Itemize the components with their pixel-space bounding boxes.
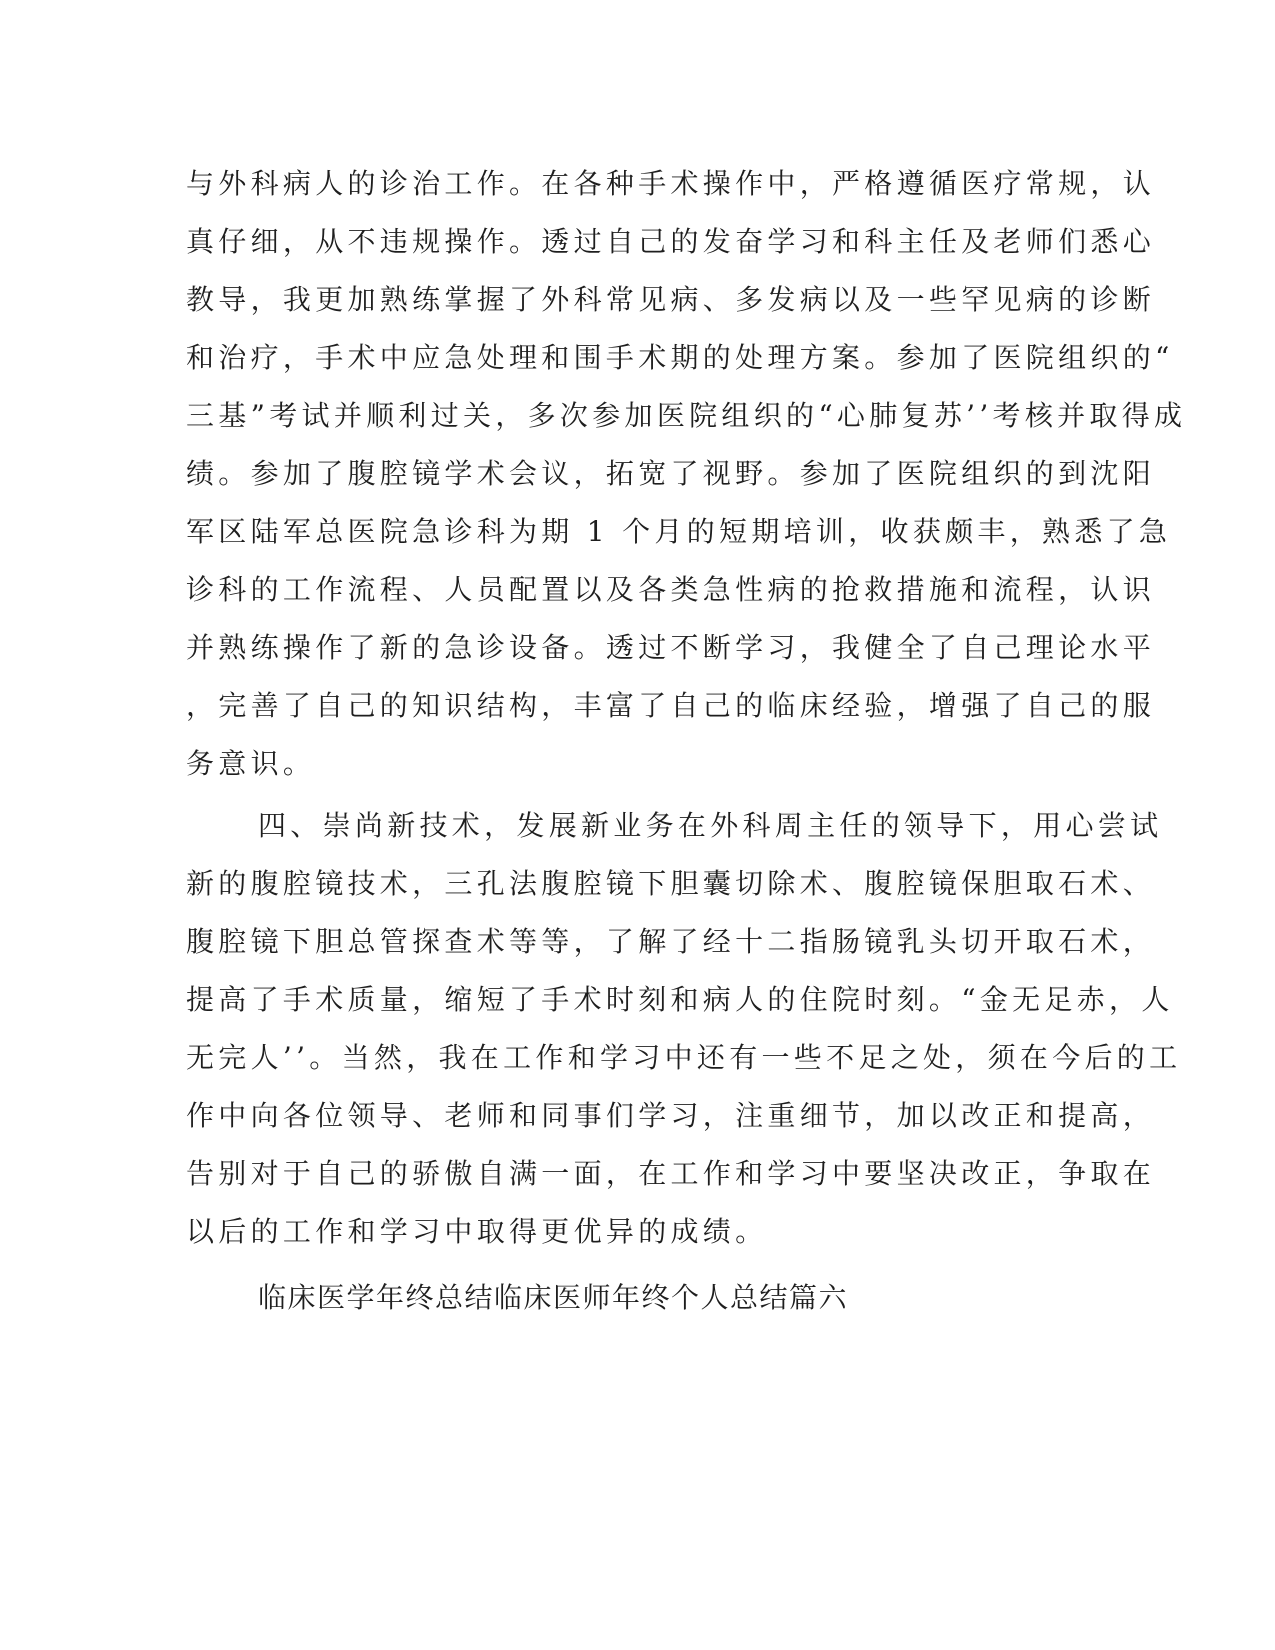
paragraph-1-line-7: 军区陆军总医院急诊科为期 1 个月的短期培训，收获颇丰，熟悉了急 — [186, 515, 1172, 548]
section-heading: 临床医学年终总结临床医师年终个人总结篇六 — [258, 1281, 849, 1314]
paragraph-1-line-3: 教导，我更加熟练掌握了外科常见病、多发病以及一些罕见病的诊断 — [186, 283, 1156, 316]
paragraph-2-line-8: 以后的工作和学习中取得更优异的成绩。 — [186, 1215, 768, 1248]
paragraph-1-line-5: 三基”考试并顺利过关，多次参加医院组织的“心肺复苏’’考核并取得成 — [186, 399, 1187, 432]
paragraph-1-line-2: 真仔细，从不违规操作。透过自己的发奋学习和科主任及老师们悉心 — [186, 225, 1156, 258]
paragraph-1-line-8: 诊科的工作流程、人员配置以及各类急性病的抢救措施和流程，认识 — [186, 573, 1156, 606]
paragraph-2-line-4: 提高了手术质量，缩短了手术时刻和病人的住院时刻。“金无足赤，人 — [186, 983, 1174, 1016]
paragraph-2-line-6: 作中向各位领导、老师和同事们学习，注重细节，加以改正和提高， — [186, 1099, 1156, 1132]
paragraph-1-line-11: 务意识。 — [186, 747, 316, 780]
paragraph-2-line-3: 腹腔镜下胆总管探查术等等，了解了经十二指肠镜乳头切开取石术， — [186, 925, 1156, 958]
paragraph-1-line-9: 并熟练操作了新的急诊设备。透过不断学习，我健全了自己理论水平 — [186, 631, 1156, 664]
paragraph-2-line-5: 无完人’’。当然，我在工作和学习中还有一些不足之处，须在今后的工 — [186, 1041, 1182, 1074]
paragraph-2-line-7: 告别对于自己的骄傲自满一面，在工作和学习中要坚决改正，争取在 — [186, 1157, 1156, 1190]
paragraph-2-line-2: 新的腹腔镜技术，三孔法腹腔镜下胆囊切除术、腹腔镜保胆取石术、 — [186, 867, 1156, 900]
paragraph-1-line-1: 与外科病人的诊治工作。在各种手术操作中，严格遵循医疗常规，认 — [186, 167, 1156, 200]
paragraph-1-line-10: ，完善了自己的知识结构，丰富了自己的临床经验，增强了自己的服 — [186, 689, 1156, 722]
paragraph-1-line-6: 绩。参加了腹腔镜学术会议，拓宽了视野。参加了医院组织的到沈阳 — [186, 457, 1156, 490]
paragraph-2-line-1: 四、崇尚新技术，发展新业务在外科周主任的领导下，用心尝试 — [258, 809, 1163, 842]
paragraph-1-line-4: 和治疗，手术中应急处理和围手术期的处理方案。参加了医院组织的“ — [186, 341, 1174, 374]
